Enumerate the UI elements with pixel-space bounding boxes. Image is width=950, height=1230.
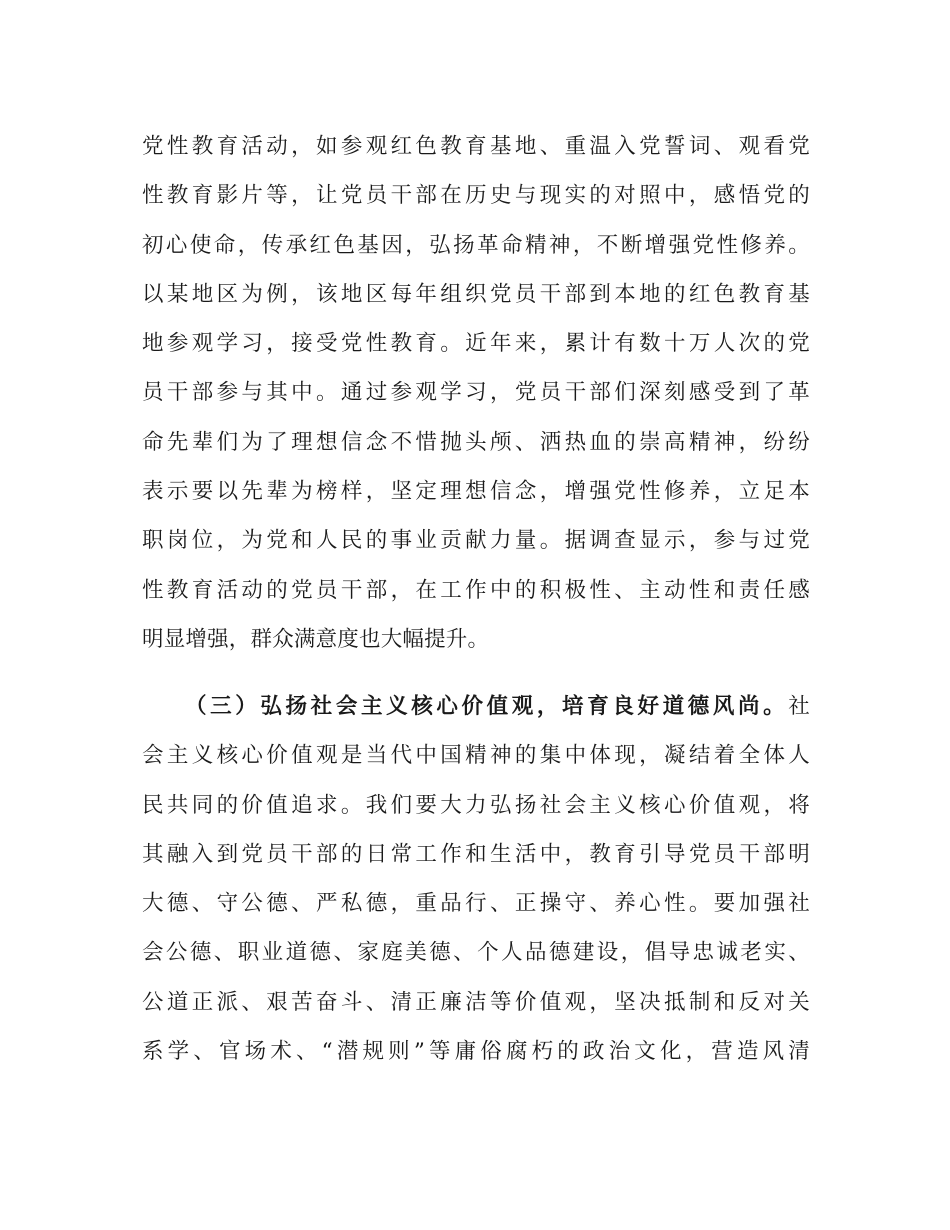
- text-line: 地参观学习，接受党性教育。近年来，累计有数十万人次的党: [142, 331, 810, 357]
- text-line: 公道正派、艰苦奋斗、清正廉洁等价值观，坚决抵制和反对关: [142, 989, 810, 1015]
- text-line: 性教育活动的党员干部，在工作中的积极性、主动性和责任感: [142, 577, 810, 603]
- paragraph-core-values: [142, 682, 810, 1076]
- text-line: 性教育影片等，让党员干部在历史与现实的对照中，感悟党的: [142, 183, 810, 209]
- text-line: 党性教育活动，如参观红色教育基地、重温入党誓词、观看党: [142, 134, 810, 159]
- text-line: 会主义核心价值观是当代中国精神的集中体现，凝结着全体人: [142, 743, 810, 769]
- text-line: 员干部参与其中。通过参观学习，党员干部们深刻感受到了革: [142, 380, 810, 406]
- text-line: 表示要以先辈为榜样，坚定理想信念，增强党性修养，立足本: [142, 479, 810, 505]
- text-line: 明显增强，群众满意度也大幅提升。: [142, 626, 490, 652]
- section-heading-line: [142, 682, 810, 731]
- text-line: 命先辈们为了理想信念不惜抛头颅、洒热血的崇高精神，纷纷: [142, 429, 810, 455]
- paragraph-party-education: [142, 122, 810, 664]
- text-line: 会公德、职业道德、家庭美德、个人品德建设，倡导忠诚老实、: [142, 940, 810, 966]
- heading-line-rest: 社: [788, 694, 810, 719]
- text-line: 民共同的价值追求。我们要大力弘扬社会主义核心价值观，将: [142, 792, 810, 818]
- text-line: 系学、官场术、“潜规则”等庸俗腐朽的政治文化，营造风清: [142, 1039, 810, 1065]
- text-line: 职岗位，为党和人民的事业贡献力量。据调查显示，参与过党: [142, 528, 810, 554]
- text-line: 大德、守公德、严私德，重品行、正操守、养心性。要加强社: [142, 891, 810, 917]
- text-line: 以某地区为例，该地区每年组织党员干部到本地的红色教育基: [142, 281, 810, 307]
- text-line: 初心使命，传承红色基因，弘扬革命精神，不断增强党性修养。: [142, 232, 810, 258]
- section-heading: （三）弘扬社会主义核心价值观，培育良好道德风尚。: [185, 694, 789, 719]
- text-line: 其融入到党员干部的日常工作和生活中，教育引导党员干部明: [142, 841, 810, 867]
